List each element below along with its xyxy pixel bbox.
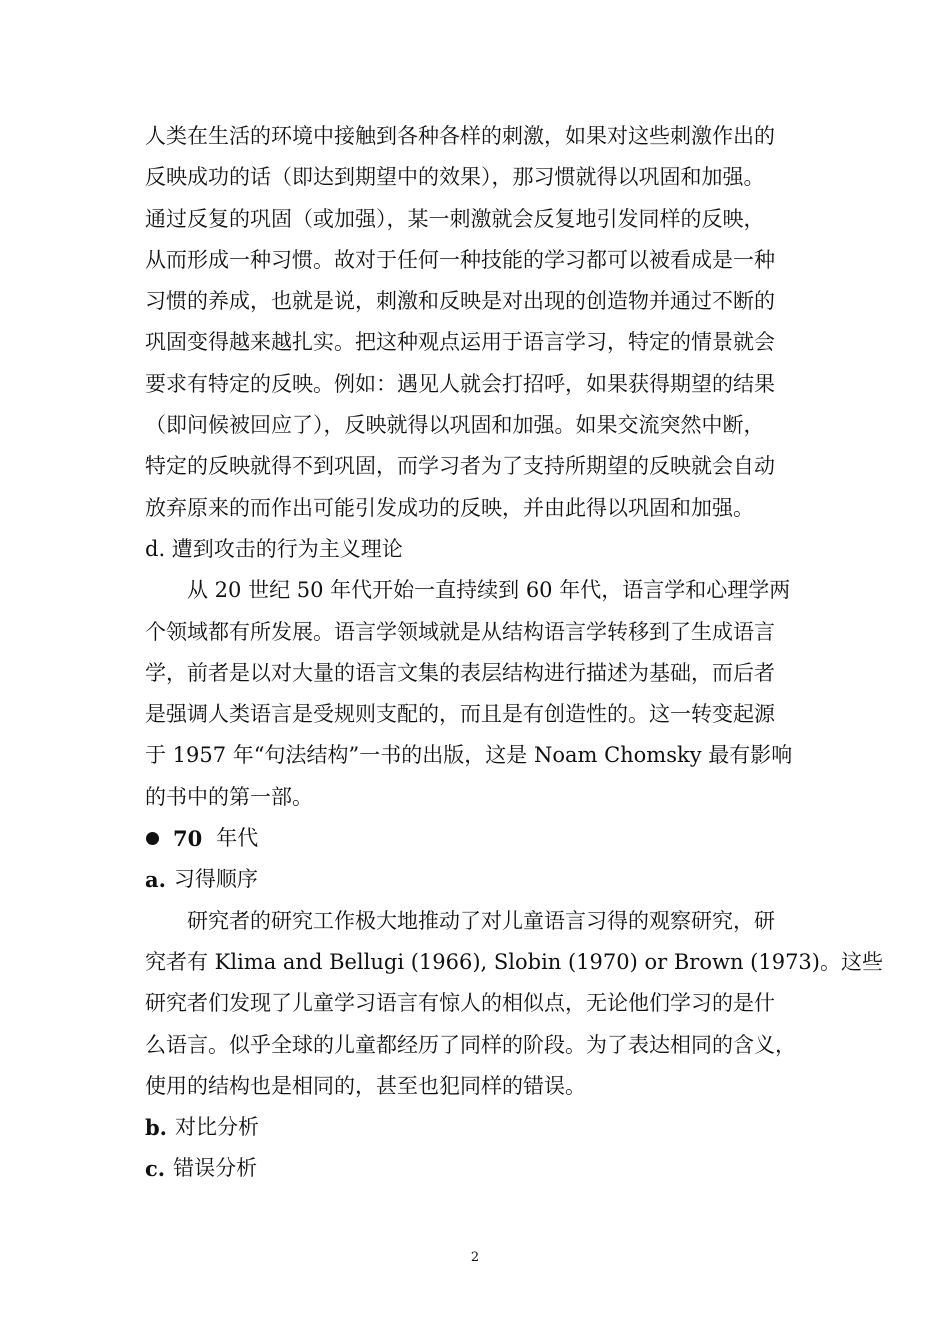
text-line: 特定的反映就得不到巩固，而学习者为了支持所期望的反映就会自动 [145,454,775,479]
text-line: （即问候被回应了），反映就得以巩固和加强。如果交流突然中断， [145,413,765,438]
bullet-heading-number: 70 [173,826,203,852]
paragraph-acquisition-order [145,901,883,1107]
text-line: 习惯的养成，也就是说，刺激和反映是对出现的创造物并通过不断的 [145,289,775,314]
list-marker: b. [145,1115,167,1141]
paragraph-chomsky [145,570,807,818]
bullet-heading-70s [145,818,807,859]
text-line: 的书中的第一部。 [145,784,313,809]
text-line: 究者有 Klima and Bellugi (1966), Slobin (1970) or Brown (1973)。这些 [145,949,883,974]
text-line: 放弃原来的而作出可能引发成功的反映，并由此得以巩固和加强。 [145,495,754,520]
paragraph-behaviorism [145,116,807,529]
list-marker: a. [145,867,166,893]
text-line: 要求有特定的反映。例如：遇见人就会打招呼，如果获得期望的结果 [145,371,775,396]
section-heading-d: d. 遭到攻击的行为主义理论 [145,536,403,561]
section-heading-c [145,1148,807,1189]
text-line: 从 20 世纪 50 年代开始一直持续到 60 年代，语言学和心理学两 [187,578,791,603]
document-body [145,116,883,1190]
section-heading-b [145,1107,807,1148]
section-heading-a [145,859,807,900]
text-line: 个领域都有所发展。语言学领域就是从结构语言学转移到了生成语言 [145,619,775,644]
text-line: 巩固变得越来越扎实。把这种观点运用于语言学习，特定的情景就会 [145,330,775,355]
text-line: 通过反复的巩固（或加强），某一刺激就会反复地引发同样的反映， [145,206,765,231]
section-heading-text: 习得顺序 [173,867,258,892]
text-line: 从而形成一种习惯。故对于任何一种技能的学习都可以被看成是一种 [145,247,775,272]
text-line: 是强调人类语言是受规则支配的，而且是有创造性的。这一转变起源 [145,702,775,727]
section-heading-text: 错误分析 [173,1156,258,1181]
text-line: 人类在生活的环境中接触到各种各样的刺激，如果对这些刺激作出的 [145,124,775,148]
text-line: 于 1957 年“句法结构”一书的出版，这是 Noam Chomsky 最有影响 [145,743,793,768]
text-line: 反映成功的话（即达到期望中的效果），那习惯就得以巩固和加强。 [145,165,765,190]
text-line: 使用的结构也是相同的，甚至也犯同样的错误。 [145,1073,586,1098]
text-line: 研究者们发现了儿童学习语言有惊人的相似点，无论他们学习的是什 [145,991,775,1016]
text-line: 学，前者是以对大量的语言文集的表层结构进行描述为基础，而后者 [145,660,775,685]
list-marker: c. [145,1156,166,1182]
bullet-icon [146,832,159,845]
text-line: 研究者的研究工作极大地推动了对儿童语言习得的观察研究，研 [187,908,775,933]
section-heading-text: 对比分析 [175,1115,259,1140]
page-number: 2 [470,1250,480,1265]
bullet-heading-label: 年代 [216,826,259,851]
text-line: 么语言。似乎全球的儿童都经历了同样的阶段。为了表达相同的含义， [145,1032,796,1057]
